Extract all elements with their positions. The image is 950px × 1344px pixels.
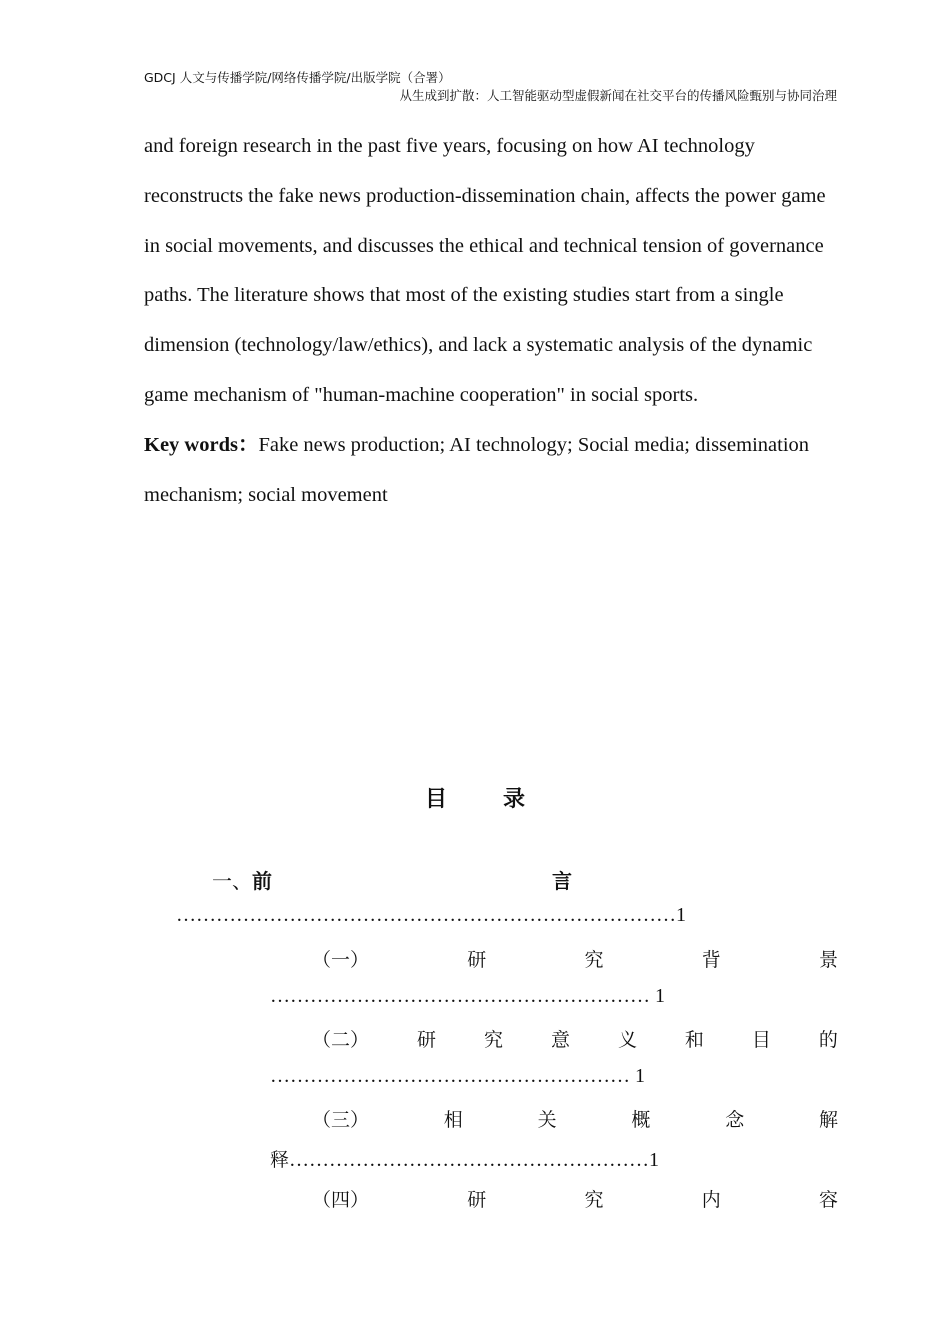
toc-item-number: （三） xyxy=(312,1109,370,1131)
toc-item-4-leader-line xyxy=(270,1145,659,1172)
abstract-paragraph: and foreign research in the past five years, focusing on how AI technology reconstructs the fake news production-dissemination chain, affects the power game in social movements, and discusses the ethical and technical tension of governance paths. The literature shows that most of the existing studies start from a single dimension (technology/law/ethics), and lack a systematic analysis of the dynamic game mechanism of "human-machine cooperation" in social sports. xyxy=(144,135,826,406)
toc-item-5[interactable] xyxy=(312,1185,838,1212)
toc-title-char-1: 目 xyxy=(424,786,447,812)
toc-item-word: 相 xyxy=(443,1109,463,1131)
toc-leader-dots: ……………………………………………… xyxy=(289,1149,650,1171)
toc-item-word: 和 xyxy=(684,1029,704,1051)
running-header-left: GDCJ 人文与传播学院/网络传播学院/出版学院（合署） xyxy=(144,70,451,85)
toc-item-word: 概 xyxy=(631,1109,651,1131)
header-divider xyxy=(144,106,837,107)
toc-item-word: 前 xyxy=(252,869,272,893)
toc-item-number: （二） xyxy=(312,1029,370,1051)
keywords-label: Key words： xyxy=(144,433,259,456)
toc-leader-dots: ……………………………………………… xyxy=(270,1065,630,1087)
toc-item-word: 言 xyxy=(552,869,572,893)
toc-item-3-leader-line xyxy=(270,1065,645,1088)
toc-item-3[interactable] xyxy=(312,1025,838,1052)
toc-item-word: 目 xyxy=(751,1029,771,1051)
toc-item-word: 的 xyxy=(818,1029,838,1051)
toc-item-word: 背 xyxy=(701,949,721,971)
abstract-section xyxy=(144,122,844,520)
toc-page-number: 1 xyxy=(655,985,665,1007)
toc-item-word: 究 xyxy=(483,1029,503,1051)
toc-item-word: 解 xyxy=(818,1109,838,1131)
toc-item-4[interactable] xyxy=(312,1105,838,1132)
toc-item-number: （四） xyxy=(312,1189,370,1211)
toc-item-word: 究 xyxy=(584,949,604,971)
toc-item-1-leader-line xyxy=(176,904,686,927)
toc-item-number: （一） xyxy=(312,949,370,971)
toc-leader-dots: ………………………………………………………………… xyxy=(176,904,676,926)
toc-item-1[interactable] xyxy=(212,865,572,894)
toc-item-word: 念 xyxy=(725,1109,745,1131)
toc-item-2-leader-line xyxy=(270,985,665,1008)
toc-item-word: 景 xyxy=(818,949,838,971)
toc-title-char-2: 录 xyxy=(503,786,526,812)
toc-item-word: 内 xyxy=(701,1189,721,1211)
toc-page-number: 1 xyxy=(635,1065,645,1087)
running-header-right: 从生成到扩散：人工智能驱动型虚假新闻在社交平台的传播风险甄别与协同治理 xyxy=(399,88,837,103)
toc-leader-dots: ………………………………………………… xyxy=(270,985,650,1007)
toc-item-word: 研 xyxy=(467,949,487,971)
keywords-line xyxy=(144,421,844,521)
toc-item-word: 义 xyxy=(617,1029,637,1051)
toc-item-word: 关 xyxy=(537,1109,557,1131)
toc-item-word: 意 xyxy=(550,1029,570,1051)
toc-title xyxy=(0,782,950,813)
toc-item-word: 究 xyxy=(584,1189,604,1211)
toc-wrap-char: 释 xyxy=(270,1149,290,1171)
toc-page-number: 1 xyxy=(676,904,686,926)
toc-page-number: 1 xyxy=(649,1149,660,1171)
toc-item-word: 容 xyxy=(818,1189,838,1211)
toc-item-word: 研 xyxy=(467,1189,487,1211)
toc-item-number: 一、 xyxy=(212,869,252,893)
keywords-value: Fake news production; AI technology; Social media; dissemination mechanism; social movement xyxy=(144,433,810,506)
toc-item-word: 研 xyxy=(416,1029,436,1051)
toc-item-2[interactable] xyxy=(312,945,838,972)
